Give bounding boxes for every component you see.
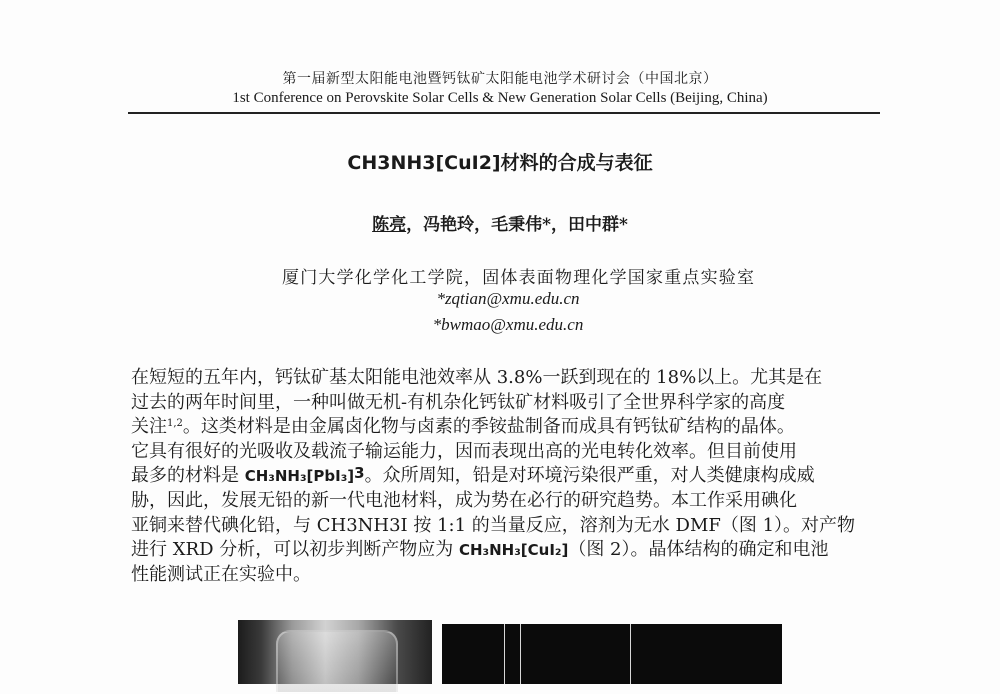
citation-superscript: 1,2 [167,418,183,430]
line-text: 关注 [131,416,167,438]
paragraph-line: 在短短的五年内，钙钛矿基太阳能电池效率从 3.8%一跃到现在的 18%以上。尤其是在 [131,367,823,388]
header-rule [128,112,880,114]
header-english: 1st Conference on Perovskite Solar Cells & New Generation Solar Cells (Beijing, China) [232,90,768,106]
line-text: （图 2）。晶体结构的确定和电池 [568,539,829,561]
affiliation: 厦门大学化学化工学院，固体表面物理化学国家重点实验室 [282,268,756,288]
figure-1-photo [238,620,432,684]
figure-2-xrd [442,624,782,684]
paragraph-line: 性能测试正在实验中。 [131,563,311,585]
author-others: ，冯艳玲，毛秉伟*，田中群* [406,215,628,235]
flask-glass [276,630,398,694]
xrd-peak-line [520,624,521,684]
citation-superscript: 3 [354,464,365,483]
line-text: 进行 XRD 分析，可以初步判断产物应为 [131,539,459,561]
conference-header [0,68,1000,107]
header-chinese: 第一届新型太阳能电池暨钙钛矿太阳能电池学术研讨会（中国北京） [282,71,718,87]
line-text: 。众所周知，铅是对环境污染很严重，对人类健康构成威 [364,465,815,487]
xrd-peak-line [630,624,631,684]
author-list [0,210,1000,235]
paragraph-line: 胁，因此，发展无铅的新一代电池材料，成为势在必行的研究趋势。本工作采用碘化 [131,489,797,511]
chemical-formula-cui2: CH₃NH₃[CuI₂] [458,541,569,560]
email-2: *bwmao@xmu.edu.cn [432,315,584,334]
paragraph-line [131,538,881,563]
paragraph-line [131,464,881,489]
abstract-paragraph [131,366,881,587]
paragraph-line: 过去的两年时间里，一种叫做无机-有机杂化钙钛矿材料吸引了全世界科学家的高度 [131,391,786,413]
author-first: 陈亮 [372,215,407,235]
line-text: 最多的材料是 [131,465,245,487]
chemical-formula-pbi3: CH₃NH₃[PbI₃] [244,467,355,486]
paper-title: CH3NH3[CuI2]材料的合成与表征 [347,152,653,174]
email-1: *zqtian@xmu.edu.cn [436,289,580,308]
line-text: 。这类材料是由金属卤化物与卤素的季铵盐制备而成具有钙钛矿结构的晶体。 [182,416,795,438]
paragraph-line: 亚铜来替代碘化铅，与 CH3NH3I 按 1:1 的当量反应，溶剂为无水 DMF（图 1）。对产物 [131,514,856,536]
paragraph-line: 它具有很好的光吸收及载流子输运能力，因而表现出高的光电转化效率。但目前使用 [131,440,797,462]
xrd-peak-line [504,624,505,684]
paragraph-line [131,415,881,440]
